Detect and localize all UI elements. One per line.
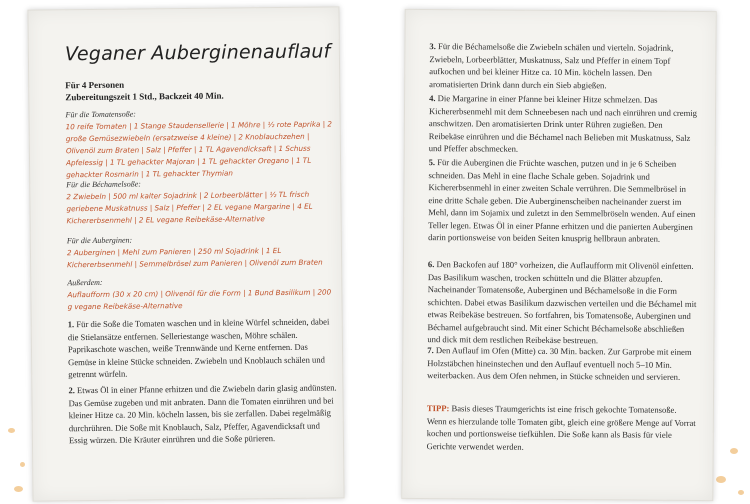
right-page — [401, 9, 716, 501]
step-text: Die Margarine in einer Pfanne bei kleiner Hitze schmelzen. Das Kichererbsenmehl mit dem Schneebesen nach und nach einrühren und cremig anschwitzen. Den aromatisierten Drink unter Rühren zugießen. Den Reibekäse einrühren und die Béchamel nach Belieben mit Muskatnuss, Salz und Pfeffer abschmecken. — [428, 93, 698, 154]
bechamel-heading: Für die Béchamelsoße: — [66, 179, 141, 190]
step-1 — [68, 315, 339, 380]
crumb-decoration — [730, 448, 738, 454]
recipe-title: Veganer Auberginenauflauf — [64, 40, 331, 66]
step-number: 4. — [429, 93, 436, 104]
step-number: 7. — [427, 345, 434, 356]
step-text: Für die Soße die Tomaten waschen und in kleine Würfel schneiden, dabei die Stielansätze entfernen. Selleriestange waschen, Möhre schälen. Paprikaschote waschen, weiße Trennwände und Kerne entfernen. Das Gemüse in kleine Stücke schneiden. Zwiebeln und Knoblauch schälen und getrennt würfeln. — [67, 316, 330, 380]
step-5 — [428, 156, 699, 245]
step-4 — [429, 92, 699, 156]
extras-heading: Außerdem: — [67, 277, 103, 288]
step-6 — [427, 258, 698, 347]
tomato-sauce-ingredients: 10 reife Tomaten | 1 Stange Staudensellerie | 1 Möhre | ½ rote Paprika | 2 große Gemüsezwiebeln (ersatzweise 4 kleine) | 2 Knoblauchzehen | Olivenöl zum Braten | Salz | Pfeffer | 1 TL Agavendicksaft | 1 Schuss Apfelessig | 1 TL gehackter Majoran | 1 TL gehackter Oregano | 1 TL gehackter Rosmarin | 1 TL gehackter Thymian — [65, 119, 333, 180]
crumb-decoration — [738, 490, 744, 495]
step-text: Den Auflauf im Ofen (Mitte) ca. 30 Min. backen. Zur Garprobe mit einem Holzstäbchen hineinstechen und den Auflauf eventuell noch 5–10 Min. weiterbacken. Aus dem Ofen nehmen, in Stücke schneiden und servieren. — [427, 345, 692, 382]
crumb-decoration — [8, 428, 15, 433]
crumb-decoration — [14, 486, 23, 492]
aubergines-ingredients: 2 Auberginen | Mehl zum Panieren | 250 ml Sojadrink | 1 EL Kichererbsenmehl | Semmelbrösel zum Panieren | Olivenöl zum Braten — [66, 246, 323, 270]
step-text: Für die Béchamelsoße die Zwiebeln schälen und vierteln. Sojadrink, Zwiebeln, Lorbeerblätter, Muskatnuss, Salz und Pfeffer in einem Topf aufkochen und bei kleiner Hitze ca. 10 Min. köcheln lassen. Den aromatisierten Drink dann durch ein Sieb abgießen. — [429, 41, 674, 90]
step-2 — [68, 381, 339, 446]
crumb-decoration — [716, 476, 726, 483]
left-page — [27, 6, 344, 501]
step-text: Für die Auberginen die Früchte waschen, putzen und in je 6 Scheiben schneiden. Das Mehl in eine flache Schale geben. Sojadrink und Kichererbsenmehl in einer zweiten Schale verrühren. Die Semmelbrösel in eine dritte Schale geben. Die Auberginenscheiben nacheinander zuerst im Mehl, dann im Sojamix und zuletzt in den Semmelbröseln wenden. Auf einen Teller legen. Etwas Öl in einer Pfanne erhitzen und die panierten Auberginen darin portionsweise von beiden Seiten knusprig hellbraun anbraten. — [428, 157, 696, 244]
tip-text: Basis dieses Traumgerichts ist eine frisch gekochte Tomatensoße. Wenn es hierzulande tolle Tomaten gibt, gleich eine größere Menge auf Vorrat kochen und portionsweise tiefkühlen. Die Soße kann als Basis für viele Gerichte verwendet werden. — [426, 403, 696, 452]
tip-label: TIPP: — [426, 403, 450, 414]
step-number: 5. — [428, 157, 436, 168]
aubergines-heading: Für die Auberginen: — [66, 235, 133, 246]
servings: Für 4 Personen — [65, 79, 125, 91]
step-3 — [429, 40, 699, 92]
extras-ingredients: Auflaufform (30 x 20 cm) | Olivenöl für die Form | 1 Bund Basilikum | 200 g vegane Reibekäse-Alternative — [67, 287, 332, 312]
step-number: 6. — [427, 259, 435, 270]
prep-time: Zubereitungszeit 1 Std., Backzeit 40 Min. — [65, 90, 224, 103]
crumb-decoration — [20, 462, 25, 467]
step-text: Den Backofen auf 180° vorheizen, die Auflaufform mit Olivenöl einfetten. Das Basilikum waschen, trocken schütteln und die Blätter abzupfen. Nacheinander Tomatensoße, Auberginen und Béchamelsoße in die Form schichten. Dabei etwas Basilikum dazwischen verteilen und die Béchamel mit etwas Reibekäse bestreuen. So fortfahren, bis Tomatensoße, Auberginen und Béchamel aufgebraucht sind. Mit einer Schicht Béchamelsoße abschließen und dick mit dem restlichen Reibekäse bestreuen. — [427, 259, 697, 346]
bechamel-ingredients: 2 Zwiebeln | 500 ml kalter Sojadrink | 2 Lorbeerblätter | ½ TL frisch geriebene Muskatnuss | Salz | Pfeffer | 2 EL vegane Margarine | 4 EL Kichererbsenmehl | 2 EL vegane Reibekäse-Alternative — [66, 189, 313, 226]
recipe-meta — [65, 78, 224, 104]
step-7 — [427, 344, 697, 383]
tomato-sauce-heading: Für die Tomatensoße: — [65, 109, 136, 120]
step-text: Etwas Öl in einer Pfanne erhitzen und die Zwiebeln darin glasig andünsten. Das Gemüse zugeben und mit anbraten. Dann die Tomaten einrühren und bei kleiner Hitze ca. 20 Min. köcheln lassen, bis sie zerfallen. Dabei regelmäßig durchrühren. Die Soße mit Knoblauch, Salz, Pfeffer, Agavendicksaft und Essig würzen. Die Kräuter einrühren und die Soße pürieren. — [68, 382, 337, 446]
step-number: 2. — [68, 385, 75, 396]
tip — [427, 402, 697, 454]
step-number: 1. — [67, 319, 75, 330]
step-number: 3. — [429, 41, 436, 52]
